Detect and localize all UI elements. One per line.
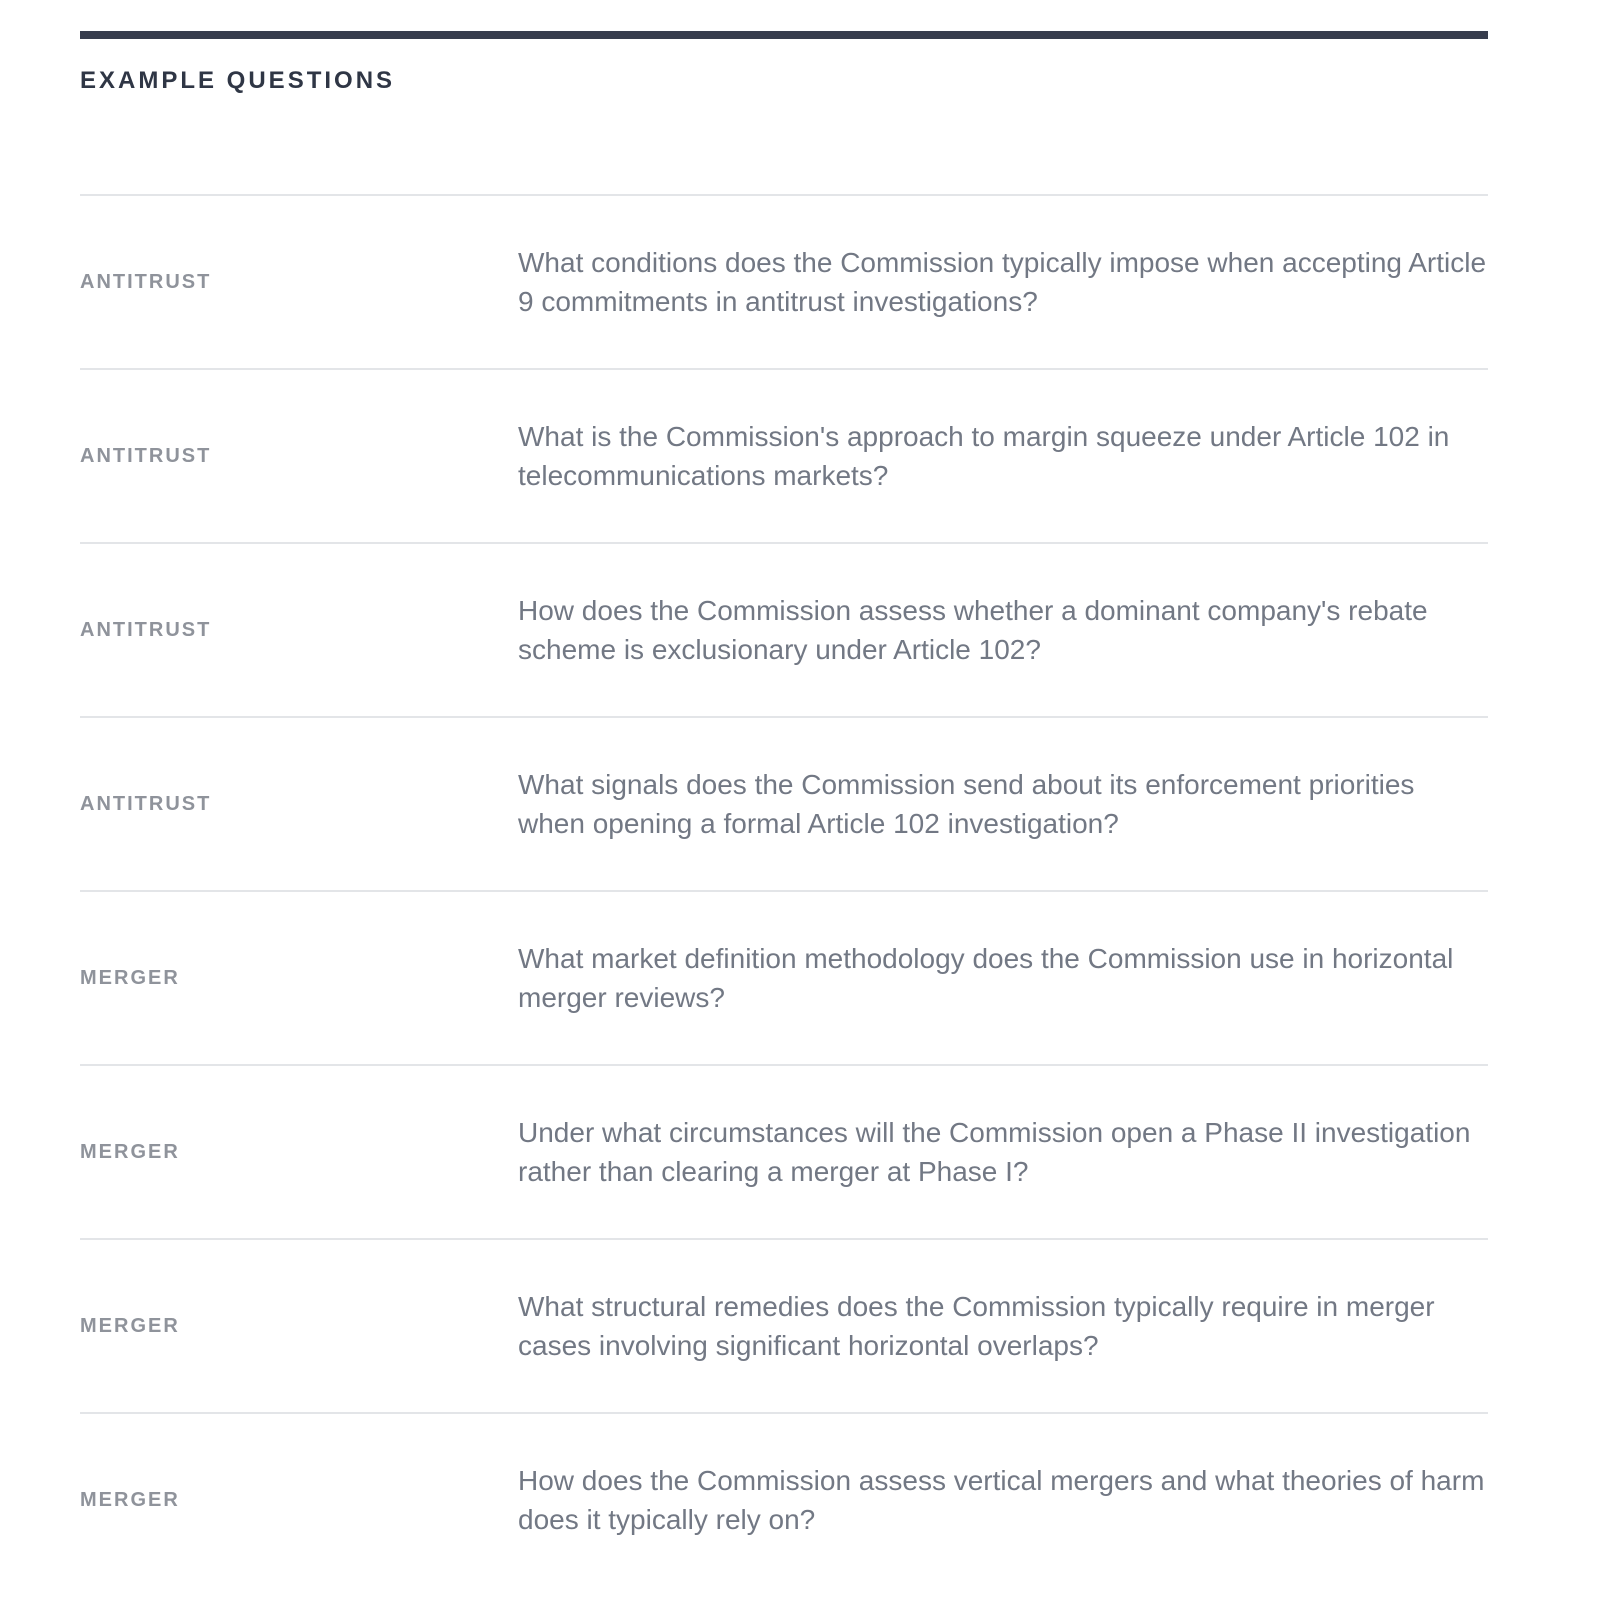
- question-text: What market definition methodology does the Commission use in horizontal merger reviews?: [518, 943, 1454, 1013]
- section-top-rule: [80, 31, 1488, 39]
- question-text-cell[interactable]: [518, 544, 1488, 716]
- question-text-cell[interactable]: [518, 718, 1488, 890]
- question-text-cell[interactable]: [518, 1066, 1488, 1238]
- question-row[interactable]: [80, 1240, 1488, 1414]
- question-row[interactable]: [80, 892, 1488, 1066]
- question-text: Under what circumstances will the Commission open a Phase II investigation rather than clearing a merger at Phase I?: [518, 1117, 1471, 1187]
- question-row[interactable]: [80, 544, 1488, 718]
- question-text: How does the Commission assess whether a dominant company's rebate scheme is exclusionary under Article 102?: [518, 595, 1428, 665]
- question-row[interactable]: [80, 196, 1488, 370]
- question-category: ANTITRUST: [80, 444, 212, 467]
- question-text: What conditions does the Commission typically impose when accepting Article 9 commitments in antitrust investigations?: [518, 247, 1487, 317]
- question-row[interactable]: [80, 370, 1488, 544]
- question-row[interactable]: [80, 718, 1488, 892]
- question-text: How does the Commission assess vertical mergers and what theories of harm does it typically rely on?: [518, 1465, 1485, 1535]
- question-category: MERGER: [80, 1314, 180, 1337]
- example-questions-section: [80, 31, 1488, 1535]
- questions-list: [80, 194, 1488, 1586]
- question-category: MERGER: [80, 1488, 180, 1511]
- question-text: What is the Commission's approach to margin squeeze under Article 102 in telecommunications markets?: [518, 421, 1450, 491]
- question-category: MERGER: [80, 966, 180, 989]
- question-text-cell[interactable]: [518, 1240, 1488, 1412]
- question-text-cell[interactable]: [518, 196, 1488, 368]
- question-category: MERGER: [80, 1140, 180, 1163]
- question-row[interactable]: [80, 1414, 1488, 1586]
- question-text-cell[interactable]: [518, 892, 1488, 1064]
- question-text-cell[interactable]: [518, 370, 1488, 542]
- question-category: ANTITRUST: [80, 792, 212, 815]
- section-heading: EXAMPLE QUESTIONS: [80, 67, 396, 94]
- question-text-cell[interactable]: [518, 1414, 1488, 1586]
- question-category: ANTITRUST: [80, 270, 212, 293]
- question-row[interactable]: [80, 1066, 1488, 1240]
- question-text: What signals does the Commission send about its enforcement priorities when opening a formal Article 102 investigation?: [518, 769, 1415, 839]
- question-text: What structural remedies does the Commission typically require in merger cases involving significant horizontal overlaps?: [518, 1291, 1435, 1361]
- question-category: ANTITRUST: [80, 618, 212, 641]
